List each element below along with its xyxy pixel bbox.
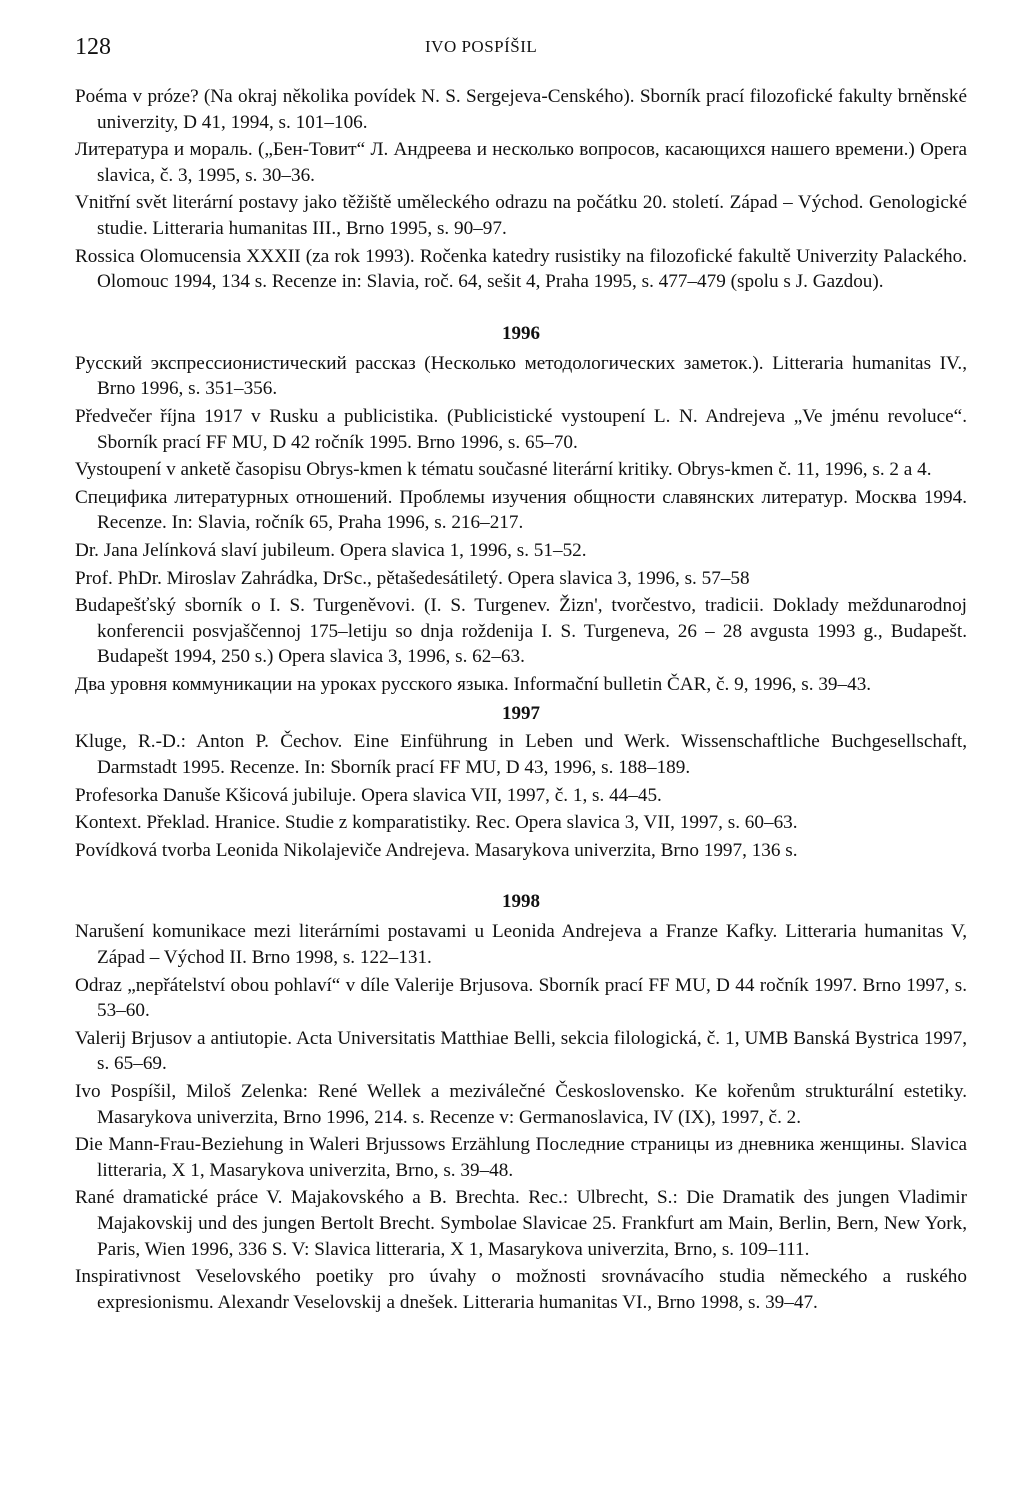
bibliography-entry: Специфика литературных отношений. Проблемы изучения общности славянских литератур. Москва 1994. Recenze. In: Slavia, ročník 65, Praha 1996, s. 216–217. (75, 486, 967, 534)
year-heading: 1996 (502, 322, 540, 344)
bibliography-section-1998 (75, 889, 967, 1315)
bibliography-entry: Poéma v próze? (Na okraj několika povídek N. S. Sergejeva-Cenského). Sborník prací filozofické fakulty brněnské univerzity, D 41, 1994, s. 101–106. (75, 86, 967, 133)
running-head: IVO POSPÍŠIL (425, 37, 538, 56)
bibliography-entry: Vnitřní svět literární postavy jako těžiště uměleckého odrazu na počátku 20. století. Západ – Východ. Genologické studie. Litteraria humanitas III., Brno 1995, s. 90–97. (75, 192, 967, 239)
bibliography-entry: Valerij Brjusov a antiutopie. Acta Universitatis Matthiae Belli, sekcia filologická, č. 1, UMB Banská Bystrica 1997, s. 65–69. (75, 1027, 967, 1075)
bibliography-entry: Odraz „nepřátelství obou pohlaví“ v díle Valerije Brjusova. Sborník prací FF MU, D 44 ročník 1997. Brno 1997, s. 53–60. (75, 974, 967, 1022)
bibliography-section-1997 (75, 701, 967, 863)
bibliography-entry: Povídková tvorba Leonida Nikolajeviče Andrejeva. Masarykova univerzita, Brno 1997, 136 s. (75, 839, 798, 861)
bibliography-entry: Ivo Pospíšil, Miloš Zelenka: René Wellek a meziválečné Československo. Ke kořenům strukturální estetiky. Masarykova univerzita, Brno 1996, 214. s. Recenze v: Germanoslavica, IV (IX), 1997, č. 2. (75, 1081, 967, 1128)
year-heading: 1997 (502, 703, 540, 725)
bibliography-entry: Русский экспрессионистический рассказ (Несколько методологических заметок.). Litteraria humanitas IV., Brno 1996, s. 351–356. (75, 352, 967, 400)
bibliography-entry: Předvečer října 1917 v Rusku a publicistika. (Publicistické vystoupení L. N. Andrejeva „Ve jménu revoluce“. Sborník prací FF MU, D 42 ročník 1995. Brno 1996, s. 65–70. (75, 405, 967, 453)
bibliography-entry: Два уровня коммуникации на уроках русского языка. Informační bulletin ČAR, č. 9, 1996, s. 39–43. (75, 673, 872, 695)
bibliography-entry: Budapešťský sborník o I. S. Turgeněvovi. (I. S. Turgenev. Žizn', tvorčestvo, tradicii. Doklady meždunarodnoj konferencii posvjaščennoj 175–letiju so dnja roždenija I. S. Turgeneva, 26 – 28 avgusta 1993 g., Budapešt. Budapešt 1994, 250 s.) Opera slavica 3, 1996, s. 62–63. (75, 595, 967, 668)
bibliography-entry: Kontext. Překlad. Hranice. Studie z komparatistiky. Rec. Opera slavica 3, VII, 1997, s. 60–63. (75, 812, 798, 834)
bibliography-entry: Narušení komunikace mezi literárními postavami u Leonida Andrejeva a Franze Kafky. Litteraria humanitas V, Západ – Východ II. Brno 1998, s. 122–131. (75, 921, 967, 969)
page-header (75, 30, 967, 70)
document-page (75, 30, 967, 1317)
bibliography-entry: Rossica Olomucensia XXXII (za rok 1993). Ročenka katedry rusistiky na filozofické fakultě Univerzity Palackého. Olomouc 1994, 134 s. Recenze in: Slavia, roč. 64, sešit 4, Praha 1995, s. 477–479 (spolu s J. Gazdou). (75, 245, 967, 293)
bibliography-entry: Литература и мораль. („Бен-Товит“ Л. Андреева и несколько вопросов, касающихся нашего времени.) Opera slavica, č. 3, 1995, s. 30–36. (75, 139, 967, 186)
year-heading: 1998 (502, 891, 540, 913)
bibliography-entry: Prof. PhDr. Miroslav Zahrádka, DrSc., pětašedesátiletý. Opera slavica 3, 1996, s. 57–58 (75, 567, 750, 589)
bibliography-entry: Dr. Jana Jelínková slaví jubileum. Opera slavica 1, 1996, s. 51–52. (75, 539, 587, 561)
bibliography-entry: Vystoupení v anketě časopisu Obrys-kmen k tématu současné literární kritiky. Obrys-kmen č. 11, 1996, s. 2 a 4. (75, 459, 932, 481)
bibliography-entry: Inspirativnost Veselovského poetiky pro úvahy o možnosti srovnávacího studia německého a ruského expresionismu. Alexandr Veselovskij a dnešek. Litteraria humanitas VI., Brno 1998, s. 39–47. (75, 1266, 967, 1313)
bibliography-entry: Profesorka Danuše Kšicová jubiluje. Opera slavica VII, 1997, č. 1, s. 44–45. (75, 784, 662, 806)
bibliography (75, 84, 967, 1315)
bibliography-section-1995 (75, 84, 967, 295)
bibliography-entry: Rané dramatické práce V. Majakovského a B. Brechta. Rec.: Ulbrecht, S.: Die Dramatik des jungen Vladimir Majakovskij und des jungen Bertolt Brecht. Symbolae Slavicae 25. Frankfurt am Main, Berlin, Bern, New York, Paris, Wien 1996, 336 S. V: Slavica litteraria, X 1, Masarykova univerzita, Brno, s. 109–111. (75, 1187, 967, 1260)
bibliography-section-1996 (75, 321, 967, 698)
bibliography-entry: Kluge, R.-D.: Anton P. Čechov. Eine Einführung in Leben und Werk. Wissenschaftliche Buchgesellschaft, Darmstadt 1995. Recenze. In: Sborník prací FF MU, D 43, 1996, s. 188–189. (75, 731, 967, 779)
page-number: 128 (75, 34, 111, 60)
bibliography-entry: Die Mann-Frau-Beziehung in Waleri Brjussows Erzählung Последние страницы из дневника женщины. Slavica litteraria, X 1, Masarykova univerzita, Brno, s. 39–48. (75, 1134, 967, 1181)
